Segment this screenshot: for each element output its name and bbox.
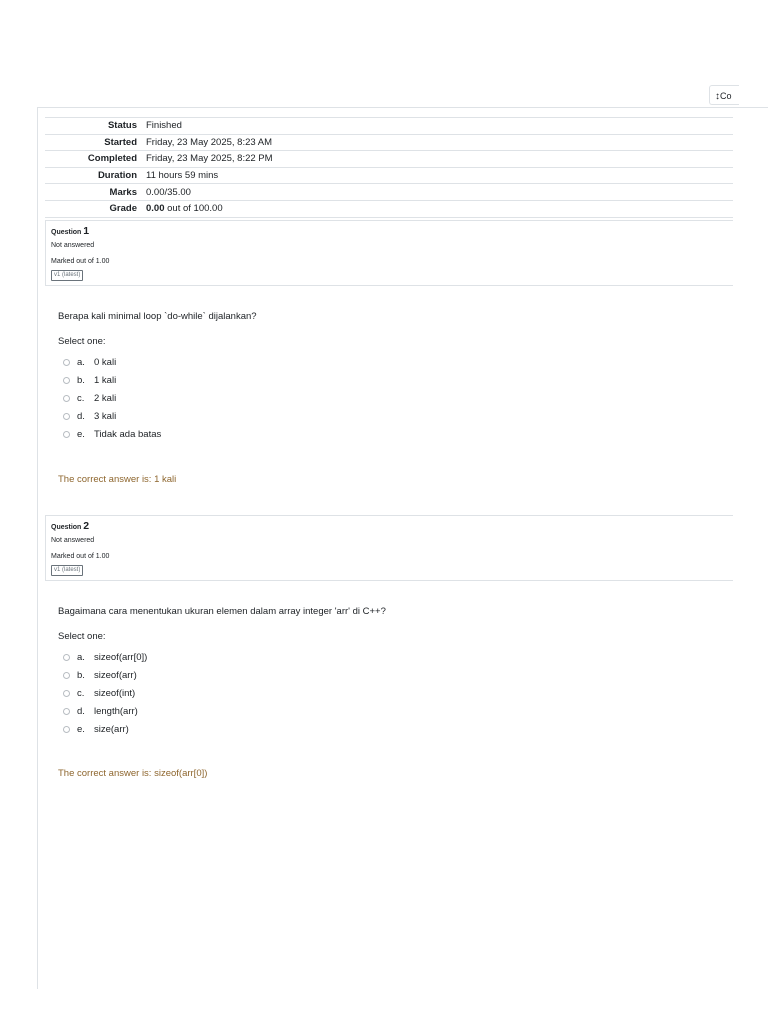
answer-option (58, 650, 358, 668)
radio-button[interactable] (63, 413, 70, 420)
radio-button[interactable] (63, 672, 70, 679)
question-number: Question 1 (51, 225, 90, 237)
option-letter: b. (77, 670, 85, 681)
answer-option (58, 686, 358, 704)
option-label: 1 kali (94, 375, 117, 386)
question-1-text: Berapa kali minimal loop `do-while` dijalankan? (58, 311, 257, 322)
option-label: 0 kali (94, 357, 117, 368)
answer-option (58, 427, 358, 445)
summary-label: Status (45, 118, 146, 135)
summary-row-duration (45, 167, 733, 184)
question-1-prompt: Select one: (58, 336, 106, 347)
summary-label: Grade (45, 200, 146, 217)
question-number: Question 2 (51, 520, 90, 532)
summary-row-marks (45, 184, 733, 201)
radio-button[interactable] (63, 395, 70, 402)
option-label: 2 kali (94, 393, 117, 404)
question-1-info (45, 220, 733, 286)
collapse-all-button[interactable] (709, 85, 739, 105)
summary-value: Friday, 23 May 2025, 8:23 AM (146, 134, 733, 151)
grade-out-of: out of 100.00 (164, 203, 223, 215)
option-letter: e. (77, 724, 85, 735)
radio-button[interactable] (63, 654, 70, 661)
radio-button[interactable] (63, 726, 70, 733)
question-2-prompt: Select one: (58, 631, 106, 642)
summary-label: Marks (45, 184, 146, 201)
summary-row-started (45, 134, 733, 151)
answer-option (58, 668, 358, 686)
question-1-right-answer: The correct answer is: 1 kali (58, 474, 177, 485)
answer-option (58, 373, 358, 391)
answer-option (58, 704, 358, 722)
option-label: length(arr) (94, 706, 138, 717)
option-label: sizeof(arr[0]) (94, 652, 148, 663)
question-2-info (45, 515, 733, 581)
answer-option (58, 355, 358, 373)
question-grade: Marked out of 1.00 (51, 553, 110, 560)
option-label: sizeof(arr) (94, 670, 137, 681)
option-label: Tidak ada batas (94, 429, 162, 440)
option-letter: c. (77, 393, 85, 404)
summary-value: 0.00/35.00 (146, 184, 733, 201)
option-letter: a. (77, 357, 85, 368)
option-label: sizeof(int) (94, 688, 136, 699)
attempt-summary-table (45, 117, 733, 218)
radio-button[interactable] (63, 708, 70, 715)
option-letter: e. (77, 429, 85, 440)
radio-button[interactable] (63, 359, 70, 366)
question-2-right-answer: The correct answer is: sizeof(arr[0]) (58, 768, 208, 779)
answer-option (58, 722, 358, 740)
option-letter: d. (77, 411, 85, 422)
question-state: Not answered (51, 537, 95, 544)
summary-label: Started (45, 134, 146, 151)
radio-button[interactable] (63, 431, 70, 438)
summary-row-grade (45, 200, 733, 217)
radio-button[interactable] (63, 690, 70, 697)
option-label: 3 kali (94, 411, 117, 422)
summary-row-status (45, 118, 733, 135)
option-letter: c. (77, 688, 85, 699)
summary-row-completed (45, 151, 733, 168)
question-state: Not answered (51, 242, 95, 249)
question-2-text: Bagaimana cara menentukan ukuran elemen dalam array integer 'arr' di C++? (58, 606, 386, 617)
summary-value: 11 hours 59 mins (146, 167, 733, 184)
option-letter: d. (77, 706, 85, 717)
question-version-badge: v1 (latest) (51, 270, 83, 281)
summary-value (146, 200, 733, 217)
question-grade: Marked out of 1.00 (51, 258, 110, 265)
summary-label: Duration (45, 167, 146, 184)
option-label: size(arr) (94, 724, 129, 735)
question-version-badge: v1 (latest) (51, 565, 83, 576)
up-down-arrows-icon: ↕ (715, 91, 720, 102)
summary-value: Finished (146, 118, 733, 135)
option-letter: a. (77, 652, 85, 663)
answer-option (58, 409, 358, 427)
question-2-answer-list (58, 650, 358, 740)
grade-score: 0.00 (146, 203, 165, 215)
summary-value: Friday, 23 May 2025, 8:22 PM (146, 151, 733, 168)
collapse-all-label: Co (720, 91, 732, 101)
answer-option (58, 391, 358, 409)
option-letter: b. (77, 375, 85, 386)
radio-button[interactable] (63, 377, 70, 384)
summary-label: Completed (45, 151, 146, 168)
question-1-answer-list (58, 355, 358, 445)
